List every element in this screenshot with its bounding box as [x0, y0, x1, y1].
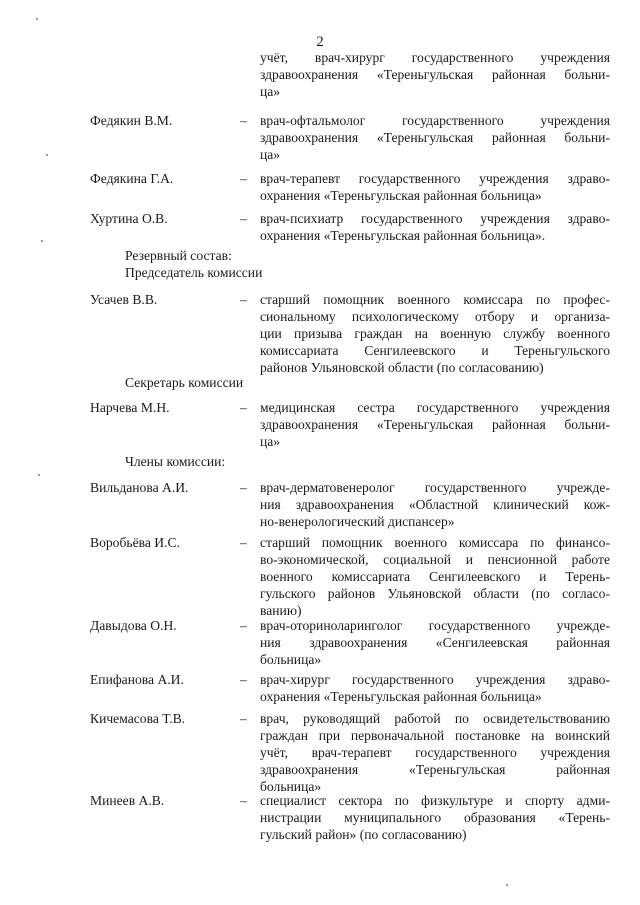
- text-line: ца»: [260, 434, 281, 449]
- text-line: нистрации муниципального образования «Терень-: [260, 810, 610, 825]
- text-line: ния здравоохранения «Сенгилеевская районная: [260, 635, 610, 650]
- text-line: врач-хирург государственного учреждения здраво-: [260, 672, 610, 687]
- member-name: Давыдова О.Н.: [90, 618, 177, 633]
- text-line: врач-оториноларинголог государственного учрежде-: [260, 618, 610, 633]
- member-role: [260, 210, 610, 244]
- text-line: врач-дерматовенеролог государственного учрежде-: [260, 480, 610, 495]
- text-line: во-экономической, социальной и пенсионной работе: [260, 552, 610, 567]
- separator-dash: –: [240, 711, 247, 726]
- text-line: охранения «Тереньгульская районная больница»: [260, 188, 542, 203]
- scan-speck: [41, 240, 43, 242]
- text-line: больница»: [260, 652, 322, 667]
- member-role: [260, 112, 610, 163]
- text-line: районов Ульяновской области (по согласованию): [260, 360, 544, 375]
- member-name: Воробьёва И.С.: [90, 535, 180, 550]
- text-line: сиональному психологическому отбору и организа-: [260, 309, 610, 324]
- separator-dash: –: [240, 535, 247, 550]
- text-line: гульского районов Ульяновской области (по согласо-: [260, 586, 610, 601]
- separator-dash: –: [240, 618, 247, 633]
- text-line: ния здравоохранения «Областной клинический кож-: [260, 497, 610, 512]
- member-name: Епифанова А.И.: [90, 672, 184, 687]
- member-role: [260, 671, 610, 705]
- text-line: здравоохранения «Тереньгульская районная больни-: [260, 417, 610, 432]
- text-line: но-венерологический диспансер»: [260, 514, 455, 529]
- page-number: 2: [316, 34, 324, 50]
- separator-dash: –: [240, 480, 247, 495]
- text-line: охранения «Тереньгульская районная больница»: [260, 689, 542, 704]
- reserve-title: Резервный состав:: [125, 248, 232, 263]
- text-line: врач, руководящий работой по освидетельствованию: [260, 711, 610, 726]
- text-line: ца»: [260, 147, 281, 162]
- text-line: гульский район» (по согласованию): [260, 827, 467, 842]
- members-heading: Члены комиссии:: [125, 454, 226, 469]
- text-line: специалист сектора по физкультуре и спорту адми-: [260, 793, 610, 808]
- text-line: ванию): [260, 603, 302, 618]
- member-name: Минеев А.В.: [90, 793, 165, 808]
- separator-dash: –: [240, 171, 247, 186]
- text-line: здравоохранения «Тереньгульская районная больни-: [260, 67, 610, 82]
- text-line: комиссариата Сенгилеевского и Тереньгульского: [260, 343, 610, 358]
- separator-dash: –: [240, 793, 247, 808]
- member-role: [260, 170, 610, 204]
- text-line: врач-терапевт государственного учреждения здраво-: [260, 171, 610, 186]
- text-line: старший помощник военного комиссара по профес-: [260, 292, 610, 307]
- continued-role-text: [260, 49, 610, 100]
- chair-heading: Председатель комиссии: [125, 265, 263, 280]
- secretary-heading: Секретарь комиссии: [125, 375, 244, 390]
- member-role: [260, 479, 610, 530]
- member-role: [260, 617, 610, 668]
- text-line: учёт, врач-терапевт государственного учреждения: [260, 745, 610, 760]
- member-name: Федякина Г.А.: [90, 171, 174, 186]
- member-name: Усачев В.В.: [90, 292, 158, 307]
- text-line: учёт, врач-хирург государственного учреждения: [260, 50, 610, 65]
- member-name: Хуртина О.В.: [90, 211, 168, 226]
- member-role: [260, 399, 610, 450]
- scan-speck: [36, 18, 38, 20]
- member-name: Нарчева М.Н.: [90, 400, 170, 415]
- text-line: больница»: [260, 779, 322, 794]
- text-line: военного комиссариата Сенгилеевского и Терень-: [260, 569, 610, 584]
- scan-speck: [506, 884, 508, 886]
- text-line: здравоохранения «Тереньгульская районная: [260, 762, 610, 777]
- member-role: [260, 291, 610, 376]
- member-role: [260, 710, 610, 795]
- separator-dash: –: [240, 400, 247, 415]
- member-name: Федякин В.М.: [90, 113, 173, 128]
- text-line: медицинская сестра государственного учреждения: [260, 400, 610, 415]
- scan-speck: [46, 154, 48, 156]
- text-line: граждан при первоначальной постановке на воинский: [260, 728, 610, 743]
- separator-dash: –: [240, 672, 247, 687]
- member-name: Вильданова А.И.: [90, 480, 189, 495]
- text-line: врач-психиатр государственного учреждения здраво-: [260, 211, 610, 226]
- scan-speck: [38, 474, 40, 476]
- text-line: врач-офтальмолог государственного учреждения: [260, 113, 610, 128]
- member-name: Кичемасова Т.В.: [90, 711, 186, 726]
- separator-dash: –: [240, 211, 247, 226]
- text-line: охранения «Тереньгульская районная больница».: [260, 228, 546, 243]
- text-line: здравоохранения «Тереньгульская районная больни-: [260, 130, 610, 145]
- text-line: ца»: [260, 84, 281, 99]
- member-role: [260, 792, 610, 843]
- separator-dash: –: [240, 292, 247, 307]
- text-line: старший помощник военного комиссара по финансо-: [260, 535, 610, 550]
- member-role: [260, 534, 610, 619]
- separator-dash: –: [240, 113, 247, 128]
- text-line: ции призыва граждан на военную службу военного: [260, 326, 610, 341]
